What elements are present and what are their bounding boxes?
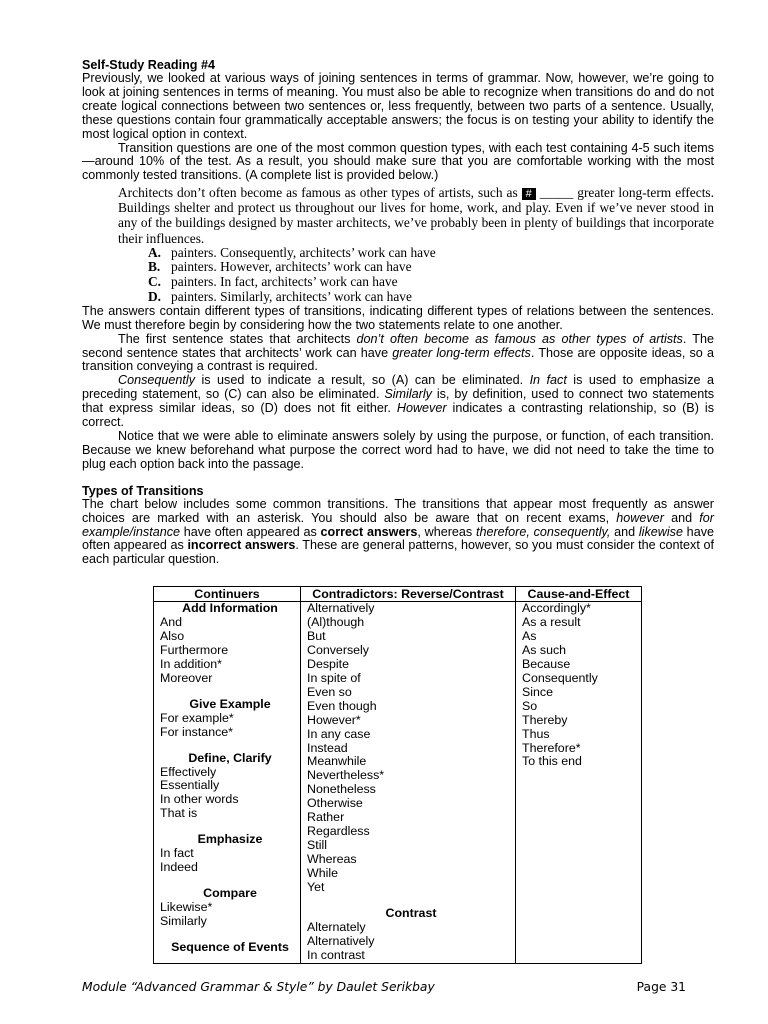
list-item: Even though <box>307 698 377 713</box>
list-item: Furthermore <box>160 642 229 657</box>
types-paragraph: The chart below includes some common transitions. The transitions that appear most frequently as answer choices are marked with an asterisk. You should also be aware that on recent exams, however and for example/instance have often appeared as correct answers, whereas therefore, consequently, and likewise have often appeared as incorrect answers. These are general patterns, however, so you must consider the context of each particular question. <box>82 496 714 567</box>
intro-paragraph-2: Transition questions are one of the most common question types, with each test containing 4-5 such items—around 10% of the test. As a result, you should make sure that you are comfortable working with the most commonly tested transitions. (A complete list is provided below.) <box>82 140 714 183</box>
page-title: Self-Study Reading #4 <box>82 58 215 72</box>
list-item: Even so <box>307 684 352 699</box>
list-item: Since <box>522 684 553 699</box>
list-item: Instead <box>307 740 348 755</box>
page-number: Page 31 <box>636 980 686 994</box>
list-item: Rather <box>307 810 345 825</box>
explanation-paragraph-3: Consequently is used to indicate a result, so (A) can be eliminated. In fact is used to emphasize a preceding statement, so (C) can also be eliminated. Similarly is, by definition, used to connect two statements that express similar ideas, so (D) does not fit either. However indicates a contrasting relationship, so (B) is correct. <box>82 373 715 430</box>
blank-marker: # <box>522 188 536 200</box>
contradictors-column <box>301 602 516 964</box>
option-letter: D. <box>148 289 162 305</box>
list-item: In spite of <box>307 670 361 685</box>
answer-options <box>148 246 714 305</box>
list-item: To this end <box>522 754 582 769</box>
transitions-table <box>153 586 642 964</box>
list-item: Regardless <box>307 824 370 839</box>
list-item: Likewise* <box>160 900 213 915</box>
list-item: Alternately <box>307 919 366 934</box>
group-heading: Compare <box>203 886 257 901</box>
list-item: Because <box>522 656 571 671</box>
option-text: painters. Similarly, architects’ work can have <box>171 289 412 305</box>
list-item: Alternatively <box>307 601 375 615</box>
column-header-contradictors: Contradictors: Reverse/Contrast <box>301 587 516 602</box>
list-item: Whereas <box>307 852 357 867</box>
list-item: Thus <box>522 726 550 741</box>
list-item: Indeed <box>160 860 198 875</box>
option-text: painters. However, architects’ work can have <box>171 259 412 275</box>
option-letter: C. <box>148 274 162 290</box>
list-item: Yet <box>307 880 325 895</box>
group-heading: Sequence of Events <box>171 940 289 955</box>
list-item: In addition* <box>160 656 223 671</box>
list-item: That is <box>160 806 198 821</box>
list-item: In fact <box>160 846 194 861</box>
list-item: However* <box>307 712 361 727</box>
list-item: In contrast <box>307 947 365 962</box>
list-item: As <box>522 628 537 643</box>
types-heading: Types of Transitions <box>82 483 204 498</box>
list-item: Despite <box>307 656 350 671</box>
list-item: And <box>160 614 183 629</box>
example-passage <box>118 185 714 245</box>
list-item: (Al)though <box>307 614 365 629</box>
group-heading: Add Information <box>182 601 278 615</box>
list-item: In any case <box>307 726 371 741</box>
group-heading: Define, Clarify <box>188 750 272 765</box>
continuers-column <box>154 602 301 964</box>
list-item: Still <box>307 838 327 853</box>
explanation-paragraph-4: Notice that we were able to eliminate answers solely by using the purpose, or function, of each transition. Because we knew beforehand what purpose the correct word had to have, we did not need to take the time to plug each option back into the passage. <box>82 428 714 471</box>
option-letter: B. <box>148 259 161 275</box>
column-header-continuers: Continuers <box>154 587 301 602</box>
list-item: Also <box>160 628 185 643</box>
list-item: Conversely <box>307 642 369 657</box>
group-heading: Contrast <box>385 906 437 921</box>
list-item: So <box>522 698 538 713</box>
list-item: Alternatively <box>307 933 375 948</box>
footer-module-title: Module “Advanced Grammar & Style” by Daulet Serikbay <box>82 980 435 994</box>
cause-effect-column <box>516 602 642 964</box>
answer-option <box>148 260 714 275</box>
list-item: For instance* <box>160 724 234 739</box>
list-item: While <box>307 866 338 881</box>
list-item: For example* <box>160 710 234 725</box>
option-letter: A. <box>148 244 162 260</box>
explanation-paragraph-2: The first sentence states that architects don’t often become as famous as other types of artists. The second sentence states that architects’ work can have greater long-term effects. Those are opposite ideas, so a transition conveying a contrast is required. <box>82 331 714 374</box>
list-item: Similarly <box>160 914 207 929</box>
page-body <box>82 58 714 567</box>
list-item: Consequently <box>522 670 598 685</box>
list-item: Moreover <box>160 670 213 685</box>
answer-option <box>148 246 714 261</box>
list-item: As a result <box>522 614 581 629</box>
list-item: Meanwhile <box>307 754 367 769</box>
list-item: But <box>307 628 326 643</box>
list-item: Nonetheless <box>307 782 376 797</box>
list-item: Thereby <box>522 712 568 727</box>
example-text-after: _____ greater long-term effects. Buildings shelter and protect us throughout our lives for home, work, and play. Even if we’ve never stood in any of the buildings designed by master architects, we’ve probably been in plenty of buildings that incorporate their influences. <box>118 185 714 246</box>
list-item: Nevertheless* <box>307 768 385 783</box>
list-item: As such <box>522 642 567 657</box>
explanation-paragraph-1: The answers contain different types of transitions, indicating different types of relations between the sentences. We must therefore begin by considering how the two statements relate to one another. <box>82 303 714 332</box>
example-text-before: Architects don’t often become as famous as other types of artists, such as <box>118 185 518 201</box>
list-item: In other words <box>160 792 239 807</box>
list-item: Effectively <box>160 764 217 779</box>
group-heading: Give Example <box>189 696 271 711</box>
column-header-cause-effect: Cause-and-Effect <box>516 587 642 602</box>
intro-paragraph-1: Previously, we looked at various ways of joining sentences in terms of grammar. Now, however, we’re going to look at joining sentences in terms of meaning. You must also be able to recognize when transitions do and do not create logical connections between two sentences or, less frequently, between two parts of a sentence. Usually, these questions contain four grammatically acceptable answers; the focus is on testing your ability to identify the most logical option in context. <box>82 71 714 141</box>
list-item: Otherwise <box>307 796 363 811</box>
list-item: Therefore* <box>522 740 581 755</box>
list-item: Accordingly* <box>522 601 591 615</box>
answer-option <box>148 275 714 290</box>
option-text: painters. In fact, architects’ work can have <box>171 274 398 290</box>
group-heading: Emphasize <box>197 832 263 847</box>
answer-option <box>148 290 714 305</box>
option-text: painters. Consequently, architects’ work can have <box>171 244 436 260</box>
list-item: Essentially <box>160 778 220 793</box>
